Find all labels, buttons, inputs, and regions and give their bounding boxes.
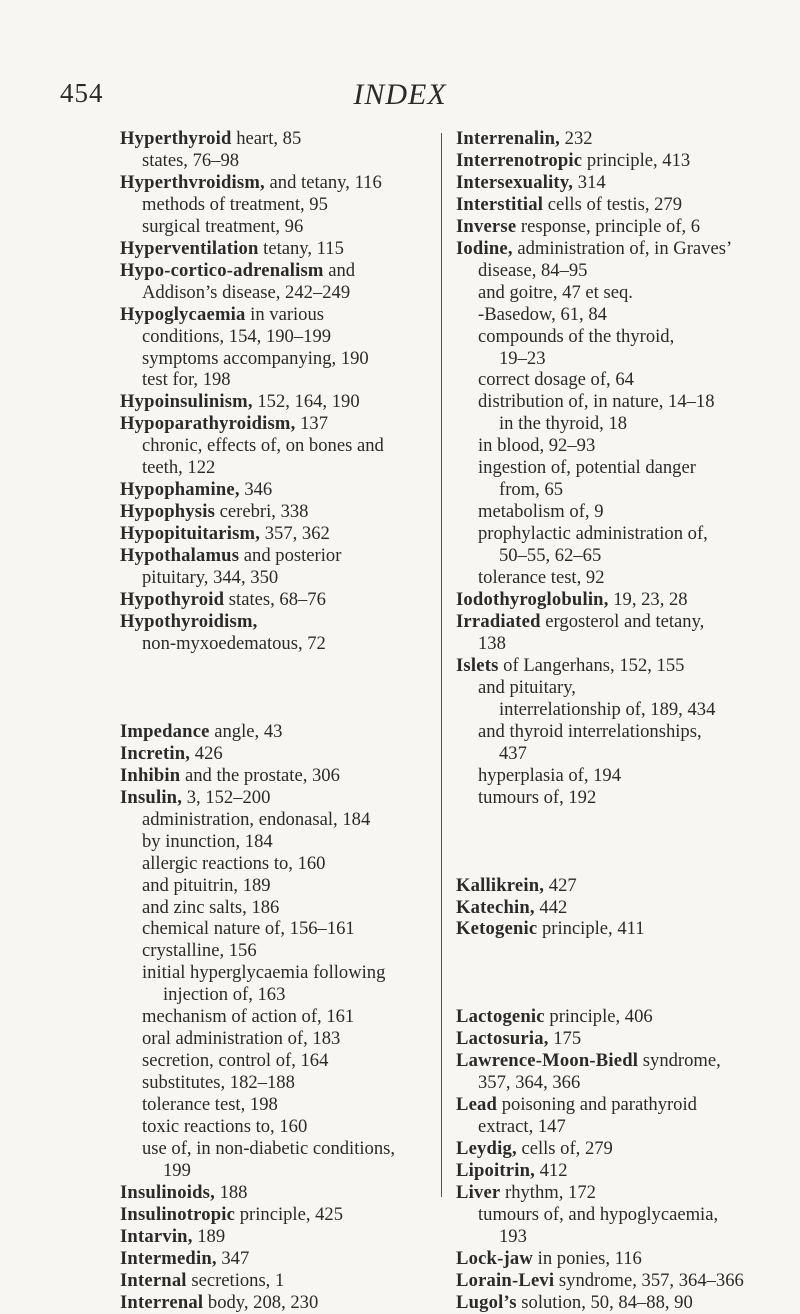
index-column-left [120,128,440,1314]
index-entry [456,897,776,919]
entry-headword: Lactosuria, [456,1028,549,1050]
entry-locators: and [323,259,356,281]
entry-headword: Intarvin, [120,1225,193,1247]
index-entry [120,1248,440,1270]
entry-headword: Hyperthyroid [120,128,232,149]
entry-headword: Hypophamine, [120,479,240,501]
page-header [0,78,800,118]
index-entry [456,589,776,611]
index-subentry: tolerance test, 198 [142,1094,278,1116]
entry-locators: heart, 85 [231,128,302,149]
entry-locators: 346 [239,479,273,501]
index-subentry: extract, 147 [478,1116,566,1138]
index-subentry: disease, 84–95 [478,259,588,281]
entry-headword: Insulinoids, [120,1181,215,1203]
index-subentry: chronic, effects of, on bones and [142,435,384,457]
section-gap [456,809,776,875]
index-subentry: chemical nature of, 156–161 [142,918,355,940]
index-entry [456,1160,776,1182]
index-subentry: Addison’s disease, 242–249 [142,281,351,303]
entry-headword: Inverse [456,215,517,237]
index-subentry: 193 [499,1225,527,1247]
index-subentry: pituitary, 344, 350 [142,567,279,589]
entry-headword: Insulin, [120,786,183,808]
entry-locators: principle, 413 [582,149,691,171]
entry-headword: Irradiated [456,610,541,632]
entry-locators: 427 [544,874,577,896]
running-title: INDEX [353,78,447,111]
entry-locators: cells of testis, 279 [543,193,683,215]
entry-headword: Hypothyroid [120,589,225,611]
entry-locators: tetany, 115 [258,237,344,259]
index-entry [456,1182,776,1204]
index-entry [120,128,440,150]
index-subentry: substitutes, 182–188 [142,1072,295,1094]
index-subentry: 437 [499,742,527,764]
index-subentry: mechanism of action of, 161 [142,1006,355,1028]
index-subentry: tumours of, and hypoglycaemia, [478,1203,719,1225]
index-entry [120,391,440,413]
index-subentry: use of, in non-diabetic conditions, [142,1137,396,1159]
entry-headword: Lorain-Levi [456,1269,555,1291]
index-subentry: non-myxoedematous, 72 [142,632,326,654]
entry-locators: 232 [560,128,593,149]
index-subentry: 50–55, 62–65 [499,545,602,567]
entry-headword: Inhibin [120,764,181,786]
index-subentry: states, 76–98 [142,149,240,171]
index-subentry: 199 [163,1159,191,1181]
index-entry [120,611,440,633]
index-subentry: and goitre, 47 et seq. [478,281,633,303]
entry-locators: poisoning and parathyroid [497,1094,697,1116]
entry-headword: Interrenalin, [456,128,561,149]
entry-locators: principle, 411 [537,918,645,940]
entry-headword: Lipoitrin, [456,1160,535,1182]
entry-locators: rhythm, 172 [500,1182,596,1204]
index-entry [120,1204,440,1226]
index-subentry: and pituitrin, 189 [142,874,271,896]
index-subentry: correct dosage of, 64 [478,369,634,391]
index-subentry: ingestion of, potential danger [478,457,696,479]
index-subentry: metabolism of, 9 [478,501,604,523]
index-subentry: surgical treatment, 96 [142,215,304,237]
entry-locators: principle, 406 [544,1006,653,1028]
index-entry [456,1270,776,1292]
entry-locators: secretions, 1 [186,1269,285,1291]
index-subentry: by inunction, 184 [142,830,273,852]
entry-locators: cerebri, 338 [215,501,309,523]
entry-headword: Liver [456,1182,501,1204]
entry-locators: 426 [190,742,223,764]
page-number: 454 [60,78,104,108]
index-entry [120,238,440,260]
entry-locators: principle, 425 [235,1203,344,1225]
index-entry [456,128,776,150]
entry-locators: 412 [534,1160,568,1182]
entry-headword: Lawrence-Moon-Biedl [456,1050,639,1072]
index-entry [120,765,440,787]
entry-headword: Islets [456,654,499,676]
index-subentry: administration, endonasal, 184 [142,808,371,830]
index-subentry: oral administration of, 183 [142,1028,341,1050]
index-entry [456,1006,776,1028]
entry-locators: 314 [573,171,606,193]
entry-headword: Hypo-cortico-adrenalism [120,259,324,281]
index-subentry: 357, 364, 366 [478,1072,581,1094]
entry-headword: Hypothalamus [120,545,240,567]
index-subentry: symptoms accompanying, 190 [142,347,369,369]
index-subentry: hyperplasia of, 194 [478,764,622,786]
entry-locators: cells of, 279 [516,1138,613,1160]
index-entry [120,479,440,501]
index-subentry: prophylactic administration of, [478,523,708,545]
index-entry [120,304,440,326]
entry-headword: Hypopituitarism, [120,523,261,545]
entry-headword: Hypoinsulinism, [120,391,253,413]
index-column-right [456,128,776,1314]
index-subentry: initial hyperglycaemia following [142,962,386,984]
index-entry [120,1270,440,1292]
index-subentry: interrelationship of, 189, 434 [499,698,716,720]
entry-headword: Hypophysis [120,501,216,523]
index-entry [456,1028,776,1050]
index-subentry: and zinc salts, 186 [142,896,280,918]
entry-locators: angle, 43 [209,720,283,742]
entry-headword: Impedance [120,720,210,742]
entry-locators: 442 [534,896,568,918]
index-subentry: injection of, 163 [163,984,286,1006]
section-gap [120,655,440,721]
entry-headword: Interrenotropic [456,149,583,171]
index-entry [120,413,440,435]
index-subentry: -Basedow, 61, 84 [478,303,607,325]
entry-headword: Katechin, [456,896,535,918]
index-entry [456,918,776,940]
index-entry [120,589,440,611]
index-subentry: tolerance test, 92 [478,567,605,589]
index-entry [456,1094,776,1116]
index-subentry: 19–23 [499,347,546,369]
index-entry [120,523,440,545]
index-entry [456,172,776,194]
index-entry [456,1248,776,1270]
entry-locators: 19, 23, 28 [608,589,688,611]
entry-locators: in ponies, 116 [533,1247,642,1269]
entry-locators: syndrome, 357, 364–366 [554,1269,744,1291]
entry-headword: Hyperventilation [120,237,259,259]
index-entry [456,1050,776,1072]
entry-locators: and the prostate, 306 [180,764,340,786]
index-entry [456,655,776,677]
index-entry [120,1226,440,1248]
entry-locators: 3, 152–200 [182,786,271,808]
index-subentry: 138 [478,632,506,654]
entry-headword: Hypoparathyroidism, [120,413,296,435]
index-subentry: allergic reactions to, 160 [142,852,326,874]
index-subentry: teeth, 122 [142,457,216,479]
entry-locators: 175 [548,1028,582,1050]
index-entry [456,1138,776,1160]
entry-locators: and posterior [239,545,342,567]
entry-locators: administration of, in Graves’ [512,237,733,259]
entry-locators: response, principle of, 6 [516,215,701,237]
entry-headword: Hypoglycaemia [120,303,246,325]
entry-locators: of Langerhans, 152, 155 [498,654,685,676]
index-entry [456,194,776,216]
entry-locators: syndrome, [638,1050,721,1072]
entry-headword: Iodothyroglobulin, [456,589,609,611]
entry-headword: Insulinotropic [120,1203,236,1225]
entry-locators: ergosterol and tetany, [540,610,705,632]
index-subentry: methods of treatment, 95 [142,193,328,215]
entry-locators: 188 [214,1181,248,1203]
index-entry [456,1292,776,1314]
index-subentry: crystalline, 156 [142,940,257,962]
index-entry [120,743,440,765]
entry-headword: Incretin, [120,742,191,764]
entry-headword: Intersexuality, [456,171,574,193]
entry-headword: Lock-jaw [456,1247,534,1269]
index-subentry: compounds of the thyroid, [478,325,675,347]
entry-headword: Hyperthvroidism, [120,171,265,193]
index-subentry: from, 65 [499,479,564,501]
column-divider [441,133,442,1197]
entry-headword: Iodine, [456,237,513,259]
section-gap [456,940,776,1006]
entry-headword: Interstitial [456,193,544,215]
entry-locators: 189 [192,1225,226,1247]
index-subentry: toxic reactions to, 160 [142,1116,308,1138]
entry-headword: Intermedin, [120,1247,217,1269]
index-entry [120,1182,440,1204]
entry-headword: Ketogenic [456,918,538,940]
index-entry [120,721,440,743]
index-entry [120,545,440,567]
index-entry [120,1292,440,1314]
index-subentry: conditions, 154, 190–199 [142,325,332,347]
index-subentry: in blood, 92–93 [478,435,596,457]
index-entry [456,150,776,172]
entry-locators: and tetany, 116 [264,171,382,193]
index-subentry: test for, 198 [142,369,231,391]
index-entry [456,216,776,238]
entry-headword: Lead [456,1094,498,1116]
entry-headword: Leydig, [456,1138,517,1160]
index-entry [120,501,440,523]
index-subentry: tumours of, 192 [478,786,597,808]
entry-headword: Kallikrein, [456,874,545,896]
entry-locators: 137 [295,413,329,435]
entry-headword: Interrenal [120,1291,204,1313]
entry-headword: Lugol’s [456,1291,517,1313]
index-entry [120,787,440,809]
index-subentry: in the thyroid, 18 [499,413,628,435]
index-subentry: and thyroid interrelationships, [478,720,702,742]
index-subentry: and pituitary, [478,676,576,698]
entry-headword: Internal [120,1269,187,1291]
entry-locators: 152, 164, 190 [252,391,360,413]
index-subentry: secretion, control of, 164 [142,1050,329,1072]
entry-locators: 347 [216,1247,250,1269]
entry-locators: states, 68–76 [224,589,326,611]
entry-locators: in various [245,303,325,325]
index-entry [456,238,776,260]
entry-locators: body, 208, 230 [203,1291,319,1313]
entry-headword: Hypothyroidism, [120,610,258,632]
entry-locators: 357, 362 [260,523,330,545]
index-entry [456,611,776,633]
entry-headword: Lactogenic [456,1006,545,1028]
entry-locators: solution, 50, 84–88, 90 [516,1291,693,1313]
index-entry [456,875,776,897]
index-subentry: distribution of, in nature, 14–18 [478,391,715,413]
index-entry [120,260,440,282]
index-entry [120,172,440,194]
